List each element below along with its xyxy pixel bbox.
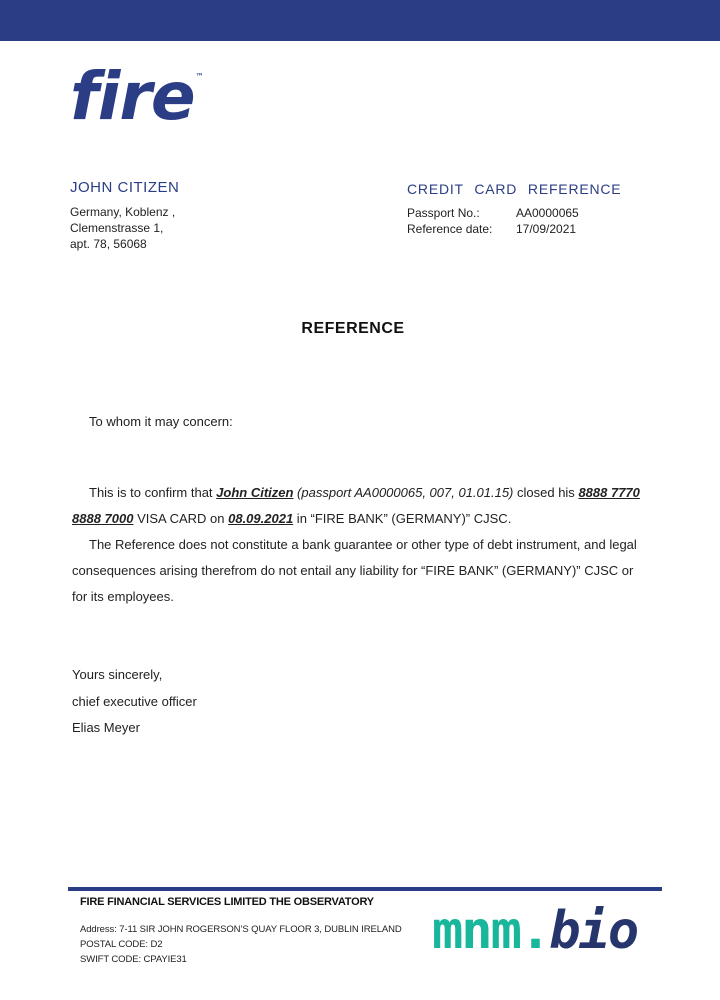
reference-date-label: Reference date: — [407, 222, 493, 236]
footer-divider — [68, 887, 662, 891]
sender-name: JOHN CITIZEN — [70, 179, 180, 196]
card-number: 8888 7770 8888 7000 — [72, 485, 640, 526]
text-run: in “FIRE BANK” (GERMANY)” CJSC. — [293, 511, 512, 526]
signatory-name: Elias Meyer — [72, 720, 140, 735]
watermark-logo — [432, 896, 637, 966]
disclaimer-paragraph: The Reference does not constitute a bank guarantee or other type of debt instrument, and legal consequences arising therefrom do not entail any liability for “FIRE BANK” (GERMANY)” CJSC or for its employees. — [72, 537, 637, 604]
reference-type-title: CREDIT CARD REFERENCE — [407, 181, 622, 197]
text-run: VISA CARD on — [133, 511, 229, 526]
watermark-part: mnm. — [432, 901, 550, 961]
footer-postal-code: POSTAL CODE: D2 — [80, 939, 163, 950]
sender-address-line: Germany, Koblenz , — [70, 205, 176, 219]
sender-address-line: Clemenstrasse 1, — [70, 221, 164, 235]
header-bar — [0, 0, 720, 41]
text-run: This is to confirm that — [89, 485, 217, 500]
fire-logo — [70, 58, 203, 135]
footer-address: Address: 7-11 SIR JOHN ROGERSON’S QUAY FLOOR 3, DUBLIN IRELAND — [80, 924, 402, 935]
document-heading: REFERENCE — [301, 320, 405, 337]
logo-text: fire — [70, 58, 195, 135]
closing-date: 08.09.2021 — [228, 511, 294, 526]
trademark-mark: ™ — [195, 72, 203, 81]
customer-name: John Citizen — [216, 485, 294, 500]
salutation: To whom it may concern: — [89, 414, 233, 429]
letter-body — [72, 480, 647, 610]
closing-greeting: Yours sincerely, — [72, 667, 163, 682]
confirmation-paragraph — [72, 480, 647, 532]
footer-swift-code: SWIFT CODE: CPAYIE31 — [80, 954, 187, 965]
signatory-title: chief executive officer — [72, 694, 197, 709]
passport-label: Passport No.: — [407, 206, 480, 220]
footer-company-name: FIRE FINANCIAL SERVICES LIMITED THE OBSERVATORY — [80, 896, 374, 908]
sender-address-line: apt. 78, 56068 — [70, 237, 147, 251]
watermark-part: bio — [549, 901, 638, 961]
passport-details: (passport AA0000065, 007, 01.01.15) — [293, 485, 514, 500]
passport-value: AA0000065 — [516, 206, 579, 220]
text-run: closed his — [513, 485, 579, 500]
reference-date-value: 17/09/2021 — [516, 222, 577, 236]
